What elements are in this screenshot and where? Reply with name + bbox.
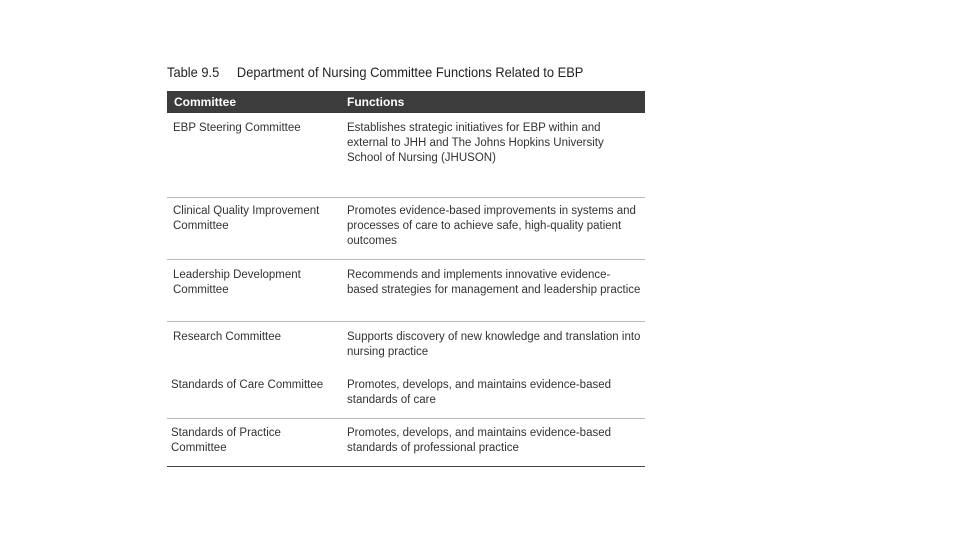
function-description: Establishes strategic initiatives for EBP within and external to JHH and The Johns Hopkins University School of Nursing (JHUSON) [347, 122, 604, 164]
table-row [167, 113, 645, 198]
table-row [167, 419, 645, 467]
committee-cell [167, 330, 347, 372]
table-header-row [167, 91, 645, 113]
table-number: Table 9.5 [167, 64, 220, 80]
functions-cell [347, 330, 645, 372]
function-description: Promotes, develops, and maintains evidence-based standards of professional practice [347, 427, 612, 454]
functions-cell [347, 378, 645, 418]
table-row [167, 198, 645, 260]
committee-cell [167, 204, 347, 259]
committee-name: Standards of Care Committee [171, 379, 324, 391]
committee-name: EBP Steering Committee [173, 122, 301, 134]
committee-cell [167, 268, 347, 321]
functions-cell [347, 268, 645, 321]
header-functions: Functions [347, 95, 405, 109]
committee-name: Clinical Quality Improvement Committee [173, 205, 320, 232]
table-caption [167, 64, 609, 80]
table-title: Department of Nursing Committee Functions Related to EBP [236, 64, 584, 80]
table-row [167, 260, 645, 322]
function-description: Recommends and implements innovative evidence-based strategies for management and leadership practice [347, 269, 641, 296]
header-committee: Committee [174, 95, 237, 109]
committee-cell [167, 426, 347, 466]
functions-cell [347, 121, 645, 197]
committee-name: Standards of Practice Committee [171, 427, 281, 454]
functions-cell [347, 426, 645, 466]
committee-name: Research Committee [173, 331, 282, 343]
function-description: Promotes evidence-based improvements in systems and processes of care to achieve safe, high-quality patient outcomes [347, 205, 636, 247]
function-description: Promotes, develops, and maintains evidence-based standards of care [347, 379, 612, 406]
functions-cell [347, 204, 645, 259]
table-row [167, 322, 645, 372]
committee-name: Leadership Development Committee [173, 269, 301, 296]
function-description: Supports discovery of new knowledge and translation into nursing practice [347, 331, 641, 358]
table-row [167, 372, 645, 419]
committee-functions-table [167, 91, 645, 467]
committee-cell [167, 121, 347, 197]
committee-cell [167, 378, 347, 418]
